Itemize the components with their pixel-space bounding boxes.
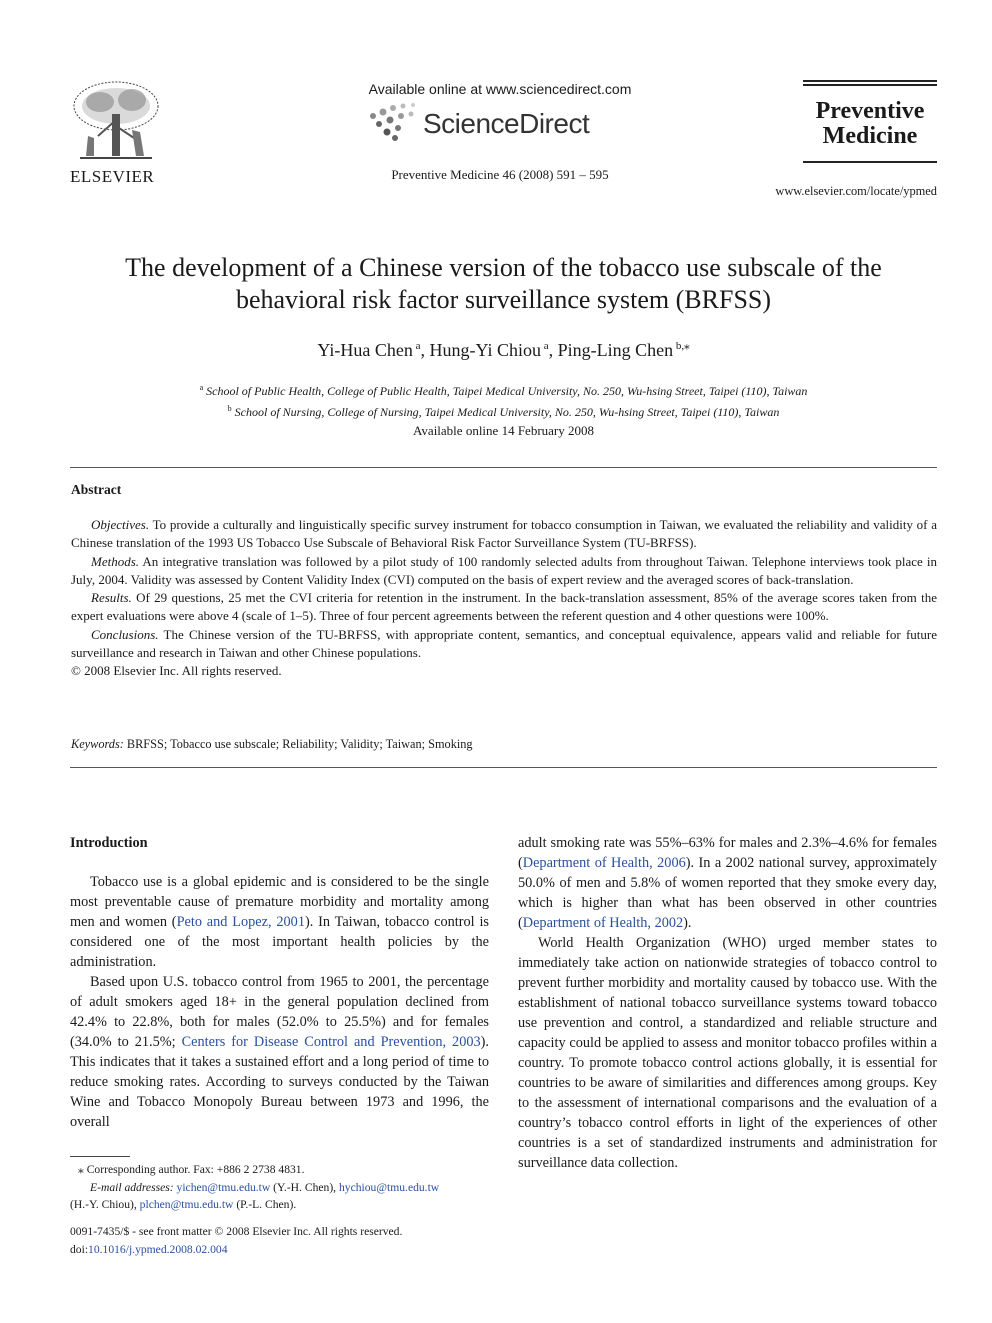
email-link[interactable]: hychiou@tmu.edu.tw <box>338 1180 440 1194</box>
abstract-heading: Abstract <box>71 482 122 497</box>
journal-citation: Preventive Medicine 46 (2008) 591 – 595 <box>391 167 609 182</box>
affiliation-a: $^a$ School of Public Health, College of Public Health, Taipei Medical University, No. 250, Wu-hsing Street, Taipei (110), Taiwan <box>199 383 808 398</box>
doi-line: doi:10.1016/j.ypmed.2008.02.004 <box>70 1242 228 1256</box>
journal-title-line1: Preventive <box>815 98 925 124</box>
author-name[interactable]: Ping-Ling Chen <box>557 340 674 360</box>
author-list: Yi-Hua Chen $^a$, Hung-Yi Chiou $^a$, Ping-Ling Chen $^{b,⁎}$ <box>317 340 690 360</box>
journal-title <box>803 99 937 149</box>
affiliations <box>70 379 937 421</box>
email-link[interactable]: yichen@tmu.edu.tw <box>176 1180 271 1194</box>
divider <box>70 467 937 468</box>
abstract-methods: Methods. An integrative translation was followed by a pilot study of 100 randomly selected adults from throughout Taiwan. Telephone interviews took place in July, 2004. Validity was assessed by Content Validity Index (CVI) computed on the basis of expert review and the averaged scores of back-translation. <box>71 553 937 587</box>
intro-paragraph: Tobacco use is a global epidemic and is considered to be the single most preventable cause of premature morbidity and mortality among men and women (Peto and Lopez, 2001). In Taiwan, tobacco control is considered one of the most important health policies by the administration. <box>70 874 489 970</box>
article-title <box>60 252 947 316</box>
footnotes <box>70 1161 490 1259</box>
sciencedirect-logo <box>365 100 605 144</box>
doi-link[interactable]: 10.1016/j.ypmed.2008.02.004 <box>88 1242 228 1256</box>
available-online-date: Available online 14 February 2008 <box>413 423 594 438</box>
email-addresses: E-mail addresses: yichen@tmu.edu.tw (Y.-H. Chen), hychiou@tmu.edu.tw <box>90 1180 440 1194</box>
sciencedirect-dots-icon <box>365 100 423 144</box>
article-title-line1: The development of a Chinese version of the tobacco use subscale of the <box>125 253 882 282</box>
journal-title-box <box>803 80 937 175</box>
intro-paragraph: World Health Organization (WHO) urged member states to immediately take action on nationwide strategies of tobacco control to prevent further morbidity and mortality caused by tobacco use. With the establishment of national tobacco surveillance systems toward tobacco use prevention and control, a standardized and reliable structure and capacity could be applied to assess and monitor tobacco profiles within a country. To promote tobacco control actions globally, it is essential for countries to be aware of similarities and differences among groups. Key to the assessment of international comparisons and the evaluation of a country’s tobacco control efforts in light of the experiences of other countries is a set of standardized instruments and administration for surveillance data collection. <box>518 935 937 1171</box>
keywords <box>71 737 473 752</box>
article-title-line2: behavioral risk factor surveillance system (BRFSS) <box>235 285 772 314</box>
author-affiliation-mark: a <box>543 340 549 352</box>
abstract-body <box>71 516 937 681</box>
intro-paragraph: adult smoking rate was 55%–63% for males and 2.3%–4.6% for females (Department of Health, 2006). In a 2002 national survey, approximately 50.0% of men and 5.8% of women reported that they smoke every day, which is higher than what has been observed in other countries (Department of Health, 2002). <box>518 835 937 931</box>
journal-title-line2: Medicine <box>822 123 918 149</box>
affiliation-b: $^b$ School of Nursing, College of Nursing, Taipei Medical University, No. 250, Wu-hsing Street, Taipei (110), Taiwan <box>227 404 780 419</box>
abstract-objectives: Objectives. To provide a culturally and linguistically specific survey instrument for tobacco consumption in Taiwan, we evaluated the reliability and validity of a Chinese translation of the 1993 US Tobacco Use Subscale of Behavioral Risk Factor Surveillance System (TU-BRFSS). <box>71 517 937 551</box>
footnote-rule <box>70 1156 130 1157</box>
available-online-at: Available online at www.sciencedirect.com <box>368 81 632 97</box>
keywords-label: Keywords: <box>71 737 124 751</box>
author-affiliation-mark: b,⁎ <box>675 340 690 352</box>
keywords-list: BRFSS; Tobacco use subscale; Reliability; Validity; Taiwan; Smoking <box>123 737 473 751</box>
elsevier-logo <box>70 80 162 184</box>
left-column <box>70 833 489 1132</box>
citation-link[interactable]: Department of Health, 2002 <box>522 915 684 931</box>
publisher-name: ELSEVIER <box>70 167 155 186</box>
abstract-copyright: © 2008 Elsevier Inc. All rights reserved. <box>71 663 282 679</box>
section-heading-introduction: Introduction <box>70 835 148 851</box>
email-addresses-cont: (H.-Y. Chiou), plchen@tmu.edu.tw (P.-L. Chen). <box>70 1198 297 1212</box>
citation-link[interactable]: Department of Health, 2006 <box>522 855 686 871</box>
citation-link[interactable]: Peto and Lopez, 2001 <box>176 914 305 930</box>
intro-paragraph: Based upon U.S. tobacco control from 1965 to 2001, the percentage of adult smokers aged 18+ in the general population declined from 42.4% to 22.8%, both for males (52.0% to 25.5%) and for females (34.0% to 21.5%; Centers for Disease Control and Prevention, 2003). This indicates that it takes a sustained effort and a long period of time to reduce smoking rates. According to surveys conducted by the Taiwan Wine and Tobacco Monopoly Bureau between 1973 and 1996, the overall <box>70 974 489 1130</box>
author-name[interactable]: Hung-Yi Chiou <box>429 340 541 360</box>
journal-url: www.elsevier.com/locate/ypmed <box>775 184 937 198</box>
citation-link[interactable]: Centers for Disease Control and Prevention, 2003 <box>181 1034 481 1050</box>
author-name[interactable]: Yi-Hua Chen <box>317 340 413 360</box>
abstract-results: Results. Of 29 questions, 25 met the CVI criteria for retention in the instrument. In the back-translation assessment, 85% of the average scores taken from the expert evaluations were above 4 (scale of 1–5). Three of four percent agreements between the referent question and 4 other questions were 100%. <box>71 590 937 624</box>
elsevier-tree-icon <box>70 80 162 166</box>
abstract-conclusions: Conclusions. The Chinese version of the TU-BRFSS, with appropriate content, semantics, and conceptual equivalence, appears valid and reliable for future surveillance and research in Taiwan and other Chinese populations. <box>71 626 937 661</box>
sciencedirect-wordmark: ScienceDirect <box>423 108 590 139</box>
issn-line: 0091-7435/$ - see front matter © 2008 Elsevier Inc. All rights reserved. <box>70 1225 403 1239</box>
author-affiliation-mark: a <box>415 340 421 352</box>
corresponding-author: ⁎ Corresponding author. Fax: +886 2 2738 4831. <box>78 1163 305 1176</box>
email-link[interactable]: plchen@tmu.edu.tw <box>139 1198 234 1212</box>
divider <box>70 767 937 768</box>
right-column <box>518 833 937 1173</box>
